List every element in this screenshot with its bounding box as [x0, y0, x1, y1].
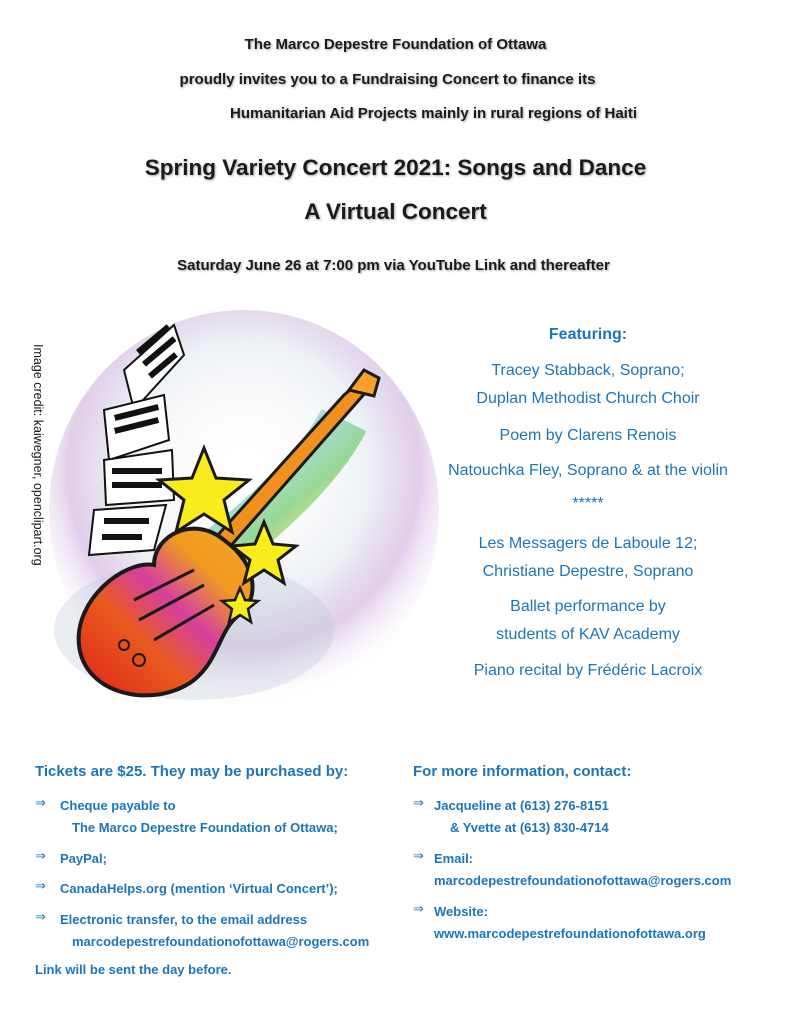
paypal-label: PayPal; [60, 851, 107, 866]
transfer-label: Electronic transfer, to the email address [60, 912, 308, 927]
ticket-option-canadahelps [35, 878, 338, 900]
featuring-item: Christiane Depestre, Soprano [482, 563, 694, 580]
featuring-item: Ballet performance by [510, 598, 666, 615]
arrow-right-icon: ⇒ [35, 795, 46, 810]
transfer-email: marcodepestrefoundationofottawa@rogers.com [72, 934, 370, 949]
featuring-item: students of KAV Academy [496, 626, 680, 643]
featuring-item: Poem by Clarens Renois [499, 427, 677, 444]
intro-line-1: The Marco Depestre Foundation of Ottawa [244, 36, 547, 53]
featuring-item: Les Messagers de Laboule 12; [478, 535, 698, 552]
arrow-right-icon: ⇒ [35, 909, 46, 924]
contact-email [413, 848, 731, 892]
intro-line-3: Humanitarian Aid Projects mainly in rural regions of Haiti [229, 105, 638, 122]
intro-line-2: proudly invites you to a Fundraising Concert to finance its [179, 71, 596, 88]
cheque-label: Cheque payable to [60, 798, 176, 813]
featuring-item: Natouchka Fley, Soprano & at the violin [448, 462, 728, 479]
concert-subtitle: A Virtual Concert [304, 199, 487, 224]
featuring-heading: Featuring: [548, 326, 628, 343]
contact-phones [413, 795, 609, 839]
contact-website [413, 901, 706, 945]
concert-date: Saturday June 26 at 7:00 pm via YouTube Link and thereafter [177, 257, 610, 274]
ticket-option-cheque [35, 795, 338, 839]
arrow-right-icon: ⇒ [413, 795, 424, 810]
contact-heading: For more information, contact: [413, 763, 632, 780]
featuring-item: Tracey Stabback, Soprano; [491, 362, 685, 379]
arrow-right-icon: ⇒ [35, 848, 46, 863]
ticket-option-paypal [35, 848, 107, 870]
featuring-separator: ***** [572, 495, 604, 512]
concert-title: Spring Variety Concert 2021: Songs and Dance [144, 155, 647, 180]
email-address: marcodepestrefoundationofottawa@rogers.com [434, 873, 732, 888]
arrow-right-icon: ⇒ [413, 848, 424, 863]
ticket-option-transfer [35, 909, 369, 953]
website-label: Website: [434, 904, 488, 919]
featuring-item: Duplan Methodist Church Choir [476, 390, 700, 407]
concert-artwork [44, 300, 444, 730]
email-label: Email: [434, 851, 474, 866]
cheque-payee: The Marco Depestre Foundation of Ottawa; [72, 820, 338, 835]
arrow-right-icon: ⇒ [35, 878, 46, 893]
link-note: Link will be sent the day before. [35, 962, 232, 977]
contact-phone-jacqueline: Jacqueline at (613) 276-8151 [434, 798, 609, 813]
tickets-heading: Tickets are $25. They may be purchased by: [35, 763, 349, 780]
image-credit: Image credit: kaiwegner, openclipart.org [31, 344, 45, 566]
featuring-item: Piano recital by Frédéric Lacroix [473, 662, 703, 679]
contact-phone-yvette: & Yvette at (613) 830-4714 [450, 820, 609, 835]
website-url: www.marcodepestrefoundationofottawa.org [434, 926, 706, 941]
canadahelps-label: CanadaHelps.org (mention ‘Virtual Concert’); [60, 881, 338, 896]
arrow-right-icon: ⇒ [413, 901, 424, 916]
